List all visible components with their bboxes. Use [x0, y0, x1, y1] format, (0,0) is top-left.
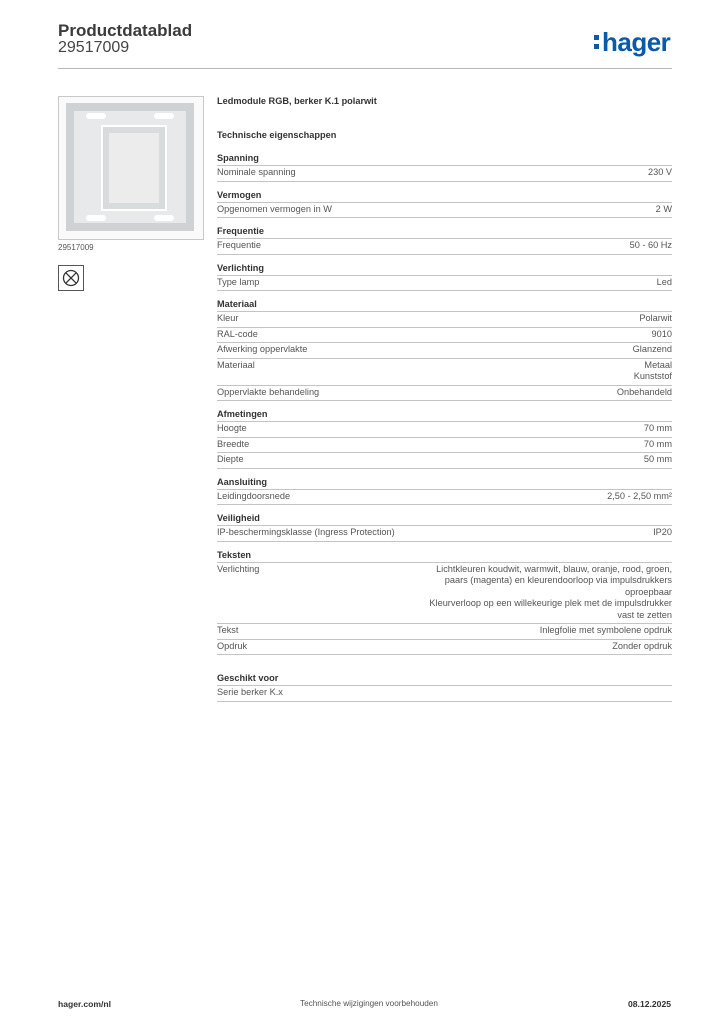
- product-photo: [58, 96, 204, 240]
- spec-value: [653, 527, 672, 539]
- spec-value: [617, 387, 672, 399]
- section-heading: Verlichting: [217, 263, 672, 276]
- spec-label: Opdruk: [217, 640, 248, 651]
- spec-label: Tekst: [217, 625, 239, 635]
- spec-value-line: Zonder opdruk: [612, 640, 672, 651]
- spec-row: [217, 203, 672, 219]
- section-heading: Frequentie: [217, 226, 672, 239]
- spec-section: [217, 673, 672, 702]
- spec-label: Afwerking oppervlakte: [217, 344, 308, 354]
- spec-label: Opgenomen vermogen in W: [217, 203, 332, 214]
- section-heading: Afmetingen: [217, 409, 672, 422]
- spec-label: Frequentie: [217, 240, 261, 250]
- spec-value-line: Kleurverloop op een willekeurige plek met de impulsdrukker: [429, 598, 672, 608]
- product-title: Ledmodule RGB, berker K.1 polarwit: [217, 96, 377, 106]
- spec-value-line: 2,50 - 2,50 mm²: [607, 490, 672, 501]
- spec-value: [540, 625, 672, 637]
- hager-logo: [594, 27, 670, 58]
- spec-row: [217, 239, 672, 255]
- spec-row: [217, 166, 672, 182]
- spec-section: [217, 409, 672, 469]
- section-heading: Veiligheid: [217, 513, 672, 526]
- spec-value-line: Led: [656, 276, 672, 287]
- spec-value: [612, 641, 672, 653]
- spec-section: [217, 513, 672, 542]
- spec-row: [217, 624, 672, 640]
- spec-row: [217, 686, 672, 702]
- footer-website: hager.com/nl: [58, 999, 112, 1009]
- spec-value-line: Kunststof: [633, 371, 672, 381]
- spec-row: [217, 386, 672, 402]
- spec-value-line: 230 V: [647, 167, 672, 177]
- spec-value-line: Onbehandeld: [616, 386, 672, 397]
- section-heading: Aansluiting: [217, 477, 672, 490]
- section-heading: Vermogen: [217, 190, 672, 203]
- spec-row: [217, 312, 672, 328]
- footer-date: 08.12.2025: [628, 999, 672, 1009]
- spec-section: [217, 550, 672, 656]
- spec-row: [217, 343, 672, 359]
- spec-value: [639, 313, 672, 325]
- spec-value: [644, 454, 672, 466]
- section-heading: Geschikt voor: [217, 673, 672, 686]
- spec-value: [644, 423, 672, 435]
- spec-label: Type lamp: [217, 276, 260, 287]
- spec-row: [217, 526, 672, 542]
- spec-label: Verlichting: [217, 563, 260, 574]
- spec-value-line: 2 W: [655, 203, 672, 214]
- led-module-image: [101, 125, 167, 211]
- spec-value: [607, 491, 672, 503]
- spec-value-line: 50 - 60 Hz: [629, 240, 672, 250]
- spec-row: [217, 422, 672, 438]
- spec-value: [656, 204, 672, 216]
- spec-label: Diepte: [217, 454, 244, 464]
- section-heading: Spanning: [217, 153, 672, 166]
- spec-section: [217, 190, 672, 219]
- spec-row: [217, 563, 672, 625]
- spec-row: [217, 490, 672, 506]
- spec-label: Oppervlakte behandeling: [217, 386, 320, 397]
- spec-label: Leidingdoorsnede: [217, 490, 291, 501]
- logo-text: hager: [602, 27, 671, 57]
- spec-label: RAL-code: [217, 328, 258, 339]
- spec-value: [634, 360, 672, 383]
- spec-value-line: oproepbaar: [625, 586, 672, 597]
- spec-value: [657, 277, 672, 289]
- spec-value: [652, 329, 672, 341]
- spec-section: [217, 226, 672, 255]
- spec-row: [217, 640, 672, 656]
- header-divider: [58, 68, 672, 69]
- logo-dots-icon: [594, 33, 600, 49]
- spec-value-line: Polarwit: [639, 313, 672, 323]
- page-title: Productdatablad: [58, 21, 193, 40]
- spec-label: IP-beschermingsklasse (Ingress Protection): [217, 527, 395, 537]
- spec-value: [630, 240, 672, 252]
- spec-section: [217, 263, 672, 292]
- spec-value-line: paars (magenta) en kleurendoorloop via impulsdrukkers: [444, 575, 672, 585]
- spec-section: [217, 477, 672, 506]
- spec-value-line: Lichtkleuren koudwit, warmwit, blauw, oranje, rood, groen,: [436, 563, 672, 574]
- spec-row: [217, 328, 672, 344]
- lamp-symbol-icon: [58, 265, 84, 291]
- spec-value-line: 70 mm: [643, 423, 672, 433]
- spec-section: [217, 299, 672, 401]
- spec-row: [217, 276, 672, 292]
- switch-plate-image: [66, 103, 194, 231]
- spec-value: [648, 167, 672, 179]
- section-heading: Teksten: [217, 550, 672, 563]
- spec-value: [429, 564, 672, 622]
- spec-row: [217, 359, 672, 386]
- spec-content: [217, 96, 672, 710]
- spec-label: Hoogte: [217, 423, 247, 433]
- spec-value: [644, 439, 672, 451]
- spec-row: [217, 438, 672, 454]
- spec-label: Kleur: [217, 313, 239, 323]
- spec-section: [217, 153, 672, 182]
- spec-value-line: 70 mm: [643, 438, 672, 449]
- spec-row: [217, 453, 672, 469]
- spec-value-line: Glanzend: [632, 344, 672, 354]
- footer-disclaimer: Technische wijzigingen voorbehouden: [300, 999, 438, 1008]
- spec-label: Nominale spanning: [217, 167, 296, 177]
- product-number: 29517009: [58, 39, 130, 56]
- spec-sections: [217, 153, 672, 702]
- tech-heading: Technische eigenschappen: [217, 130, 337, 140]
- spec-value-line: vast te zetten: [617, 609, 672, 620]
- spec-value-line: Metaal: [644, 359, 672, 370]
- spec-value-line: Inlegfolie met symbolene opdruk: [539, 625, 672, 635]
- spec-value-line: IP20: [653, 527, 672, 537]
- spec-label: Materiaal: [217, 359, 255, 370]
- spec-value: [633, 344, 672, 356]
- spec-value-line: 50 mm: [643, 454, 672, 464]
- photo-caption: 29517009: [58, 243, 94, 252]
- section-heading: Materiaal: [217, 299, 672, 312]
- spec-label: Serie berker K.x: [217, 687, 283, 697]
- spec-value-line: 9010: [651, 328, 672, 339]
- spec-label: Breedte: [217, 438, 250, 449]
